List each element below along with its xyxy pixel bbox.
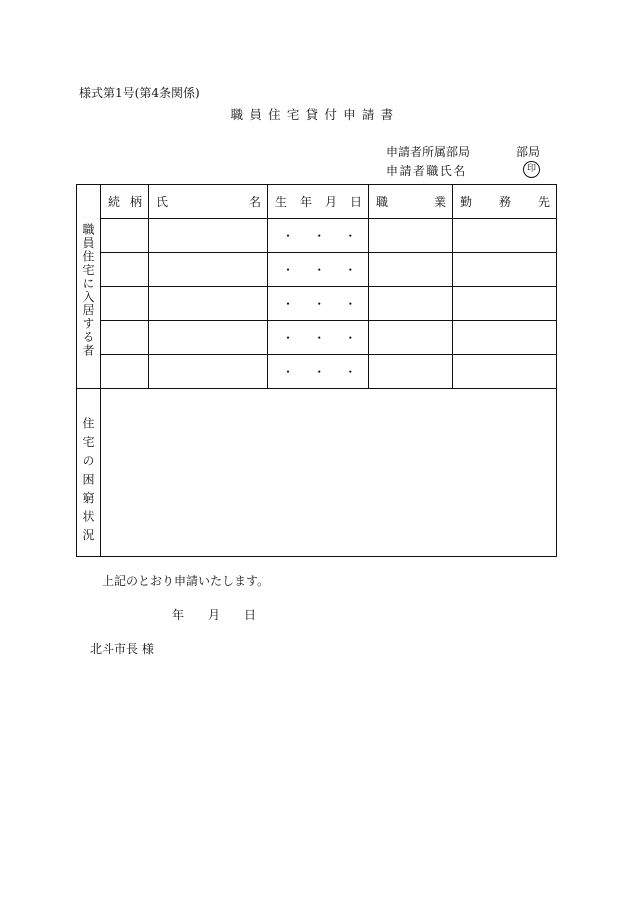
occupation-cell[interactable] (369, 321, 453, 355)
application-table (76, 184, 557, 557)
applicant-dept-suffix: 部局 (516, 145, 541, 159)
hardship-field[interactable] (101, 389, 557, 557)
occupation-cell[interactable] (369, 287, 453, 321)
birthdate-cell[interactable]: ・・・ (268, 219, 369, 253)
table-row (77, 321, 557, 355)
table-row (77, 253, 557, 287)
workplace-cell[interactable] (453, 355, 557, 389)
relation-cell[interactable] (101, 287, 149, 321)
header-relation (101, 185, 149, 219)
date-month-label: 月 (208, 608, 221, 622)
occupation-cell[interactable] (369, 253, 453, 287)
table-row (77, 287, 557, 321)
header-workplace-char: 先 (537, 195, 550, 209)
residents-label: 職員住宅に入居する者 (81, 223, 95, 358)
workplace-cell[interactable] (453, 287, 557, 321)
workplace-cell[interactable] (453, 219, 557, 253)
header-occupation (369, 185, 453, 219)
header-birthdate (268, 185, 369, 219)
relation-cell[interactable] (101, 321, 149, 355)
occupation-cell[interactable] (369, 219, 453, 253)
header-birth-char: 年 (299, 195, 312, 209)
relation-cell[interactable] (101, 355, 149, 389)
hardship-side-cell (77, 389, 101, 557)
header-workplace (453, 185, 557, 219)
date-line (172, 606, 256, 623)
applicant-name-label: 申請者職氏名 (386, 164, 467, 178)
header-name-char: 氏 (156, 195, 169, 209)
workplace-cell[interactable] (453, 321, 557, 355)
header-relation-char: 続 (108, 195, 121, 209)
form-number: 様式第1号(第4条関係) (79, 86, 200, 100)
name-cell[interactable] (149, 321, 268, 355)
name-cell[interactable] (149, 219, 268, 253)
header-name (149, 185, 268, 219)
relation-cell[interactable] (101, 219, 149, 253)
relation-cell[interactable] (101, 253, 149, 287)
date-year-label: 年 (172, 608, 185, 622)
birthdate-cell[interactable]: ・・・ (268, 253, 369, 287)
header-name-char: 名 (248, 195, 261, 209)
hardship-row (77, 389, 557, 557)
header-birth-char: 生 (275, 195, 288, 209)
header-occupation-char: 職 (376, 195, 389, 209)
name-cell[interactable] (149, 253, 268, 287)
header-birth-char: 月 (324, 195, 337, 209)
table-row (77, 355, 557, 389)
table-row (77, 219, 557, 253)
hardship-label: 住宅の困窮状況 (81, 417, 95, 548)
addressee: 北斗市長 様 (90, 642, 154, 656)
header-workplace-char: 勤 (460, 195, 473, 209)
header-row (77, 185, 557, 219)
header-occupation-char: 業 (433, 195, 446, 209)
document-title: 職員住宅貸付申請書 (230, 107, 400, 122)
occupation-cell[interactable] (369, 355, 453, 389)
workplace-cell[interactable] (453, 253, 557, 287)
name-cell[interactable] (149, 287, 268, 321)
date-day-label: 日 (244, 608, 257, 622)
header-relation-char: 柄 (129, 195, 142, 209)
residents-side-cell (77, 185, 101, 389)
seal-mark: 印 (523, 161, 540, 178)
birthdate-cell[interactable]: ・・・ (268, 287, 369, 321)
header-birth-char: 日 (349, 195, 362, 209)
application-statement: 上記のとおり申請いたします。 (102, 574, 270, 588)
applicant-dept-label: 申請者所属部局 (386, 145, 471, 159)
birthdate-cell[interactable]: ・・・ (268, 321, 369, 355)
birthdate-cell[interactable]: ・・・ (268, 355, 369, 389)
header-workplace-char: 務 (498, 195, 511, 209)
name-cell[interactable] (149, 355, 268, 389)
